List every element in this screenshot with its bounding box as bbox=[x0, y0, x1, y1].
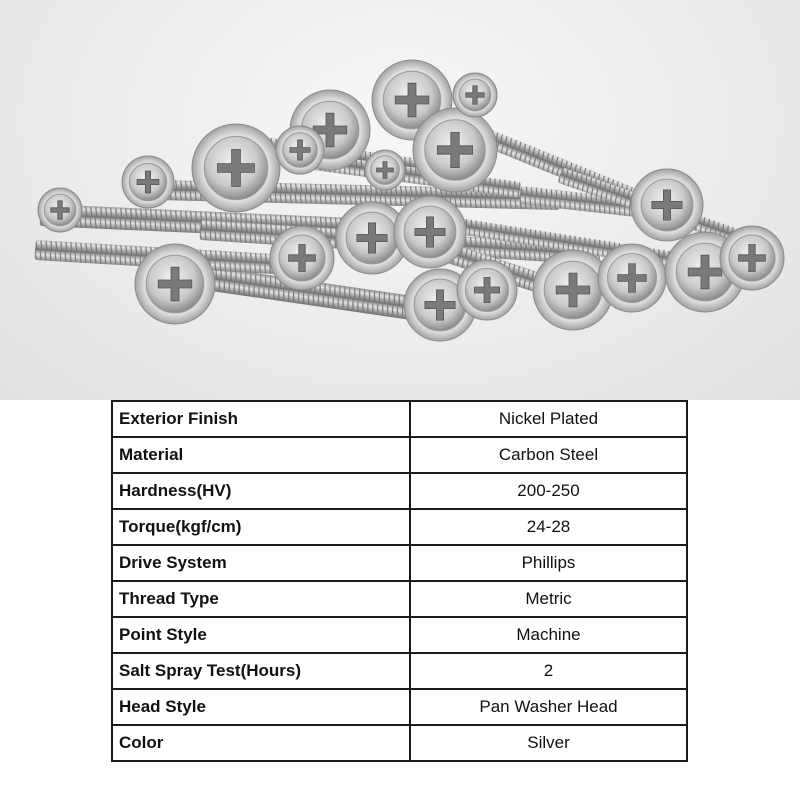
spec-value: Nickel Plated bbox=[410, 401, 687, 437]
spec-label: Exterior Finish bbox=[112, 401, 410, 437]
spec-value: Machine bbox=[410, 617, 687, 653]
spec-row bbox=[112, 581, 687, 617]
spec-row bbox=[112, 437, 687, 473]
spec-label: Torque(kgf/cm) bbox=[112, 509, 410, 545]
spec-value: 200-250 bbox=[410, 473, 687, 509]
spec-label: Hardness(HV) bbox=[112, 473, 410, 509]
spec-value: Carbon Steel bbox=[410, 437, 687, 473]
spec-value: Metric bbox=[410, 581, 687, 617]
spec-row bbox=[112, 545, 687, 581]
spec-row bbox=[112, 401, 687, 437]
spec-label: Color bbox=[112, 725, 410, 761]
spec-value: 2 bbox=[410, 653, 687, 689]
spec-table bbox=[111, 400, 688, 762]
spec-value: 24-28 bbox=[410, 509, 687, 545]
spec-label: Material bbox=[112, 437, 410, 473]
spec-row bbox=[112, 473, 687, 509]
spec-value: Silver bbox=[410, 725, 687, 761]
spec-value: Phillips bbox=[410, 545, 687, 581]
spec-row bbox=[112, 617, 687, 653]
spec-label: Salt Spray Test(Hours) bbox=[112, 653, 410, 689]
spec-row bbox=[112, 653, 687, 689]
spec-label: Thread Type bbox=[112, 581, 410, 617]
spec-label: Drive System bbox=[112, 545, 410, 581]
spec-label: Head Style bbox=[112, 689, 410, 725]
spec-row bbox=[112, 725, 687, 761]
spec-value: Pan Washer Head bbox=[410, 689, 687, 725]
spec-label: Point Style bbox=[112, 617, 410, 653]
spec-row bbox=[112, 689, 687, 725]
spec-row bbox=[112, 509, 687, 545]
